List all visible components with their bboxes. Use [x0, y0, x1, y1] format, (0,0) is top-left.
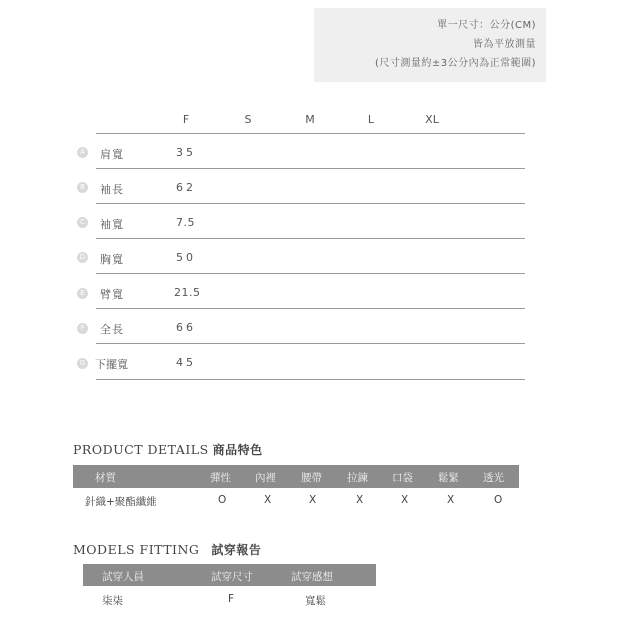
row-divider: [96, 238, 525, 239]
row-value: 7.5: [176, 216, 195, 229]
row-label: 胸寬: [100, 253, 124, 266]
row-label: 袖長: [100, 183, 124, 196]
details-value-cell: X: [309, 494, 317, 506]
details-header-cell: 透光: [483, 472, 504, 484]
row-value: 50: [176, 251, 196, 264]
row-badge-icon: A: [77, 147, 88, 158]
details-header-cell: 彈性: [210, 472, 231, 484]
row-badge-icon: B: [77, 182, 88, 193]
details-value-cell: 針織+聚酯纖維: [85, 496, 157, 508]
details-value-cell: X: [401, 494, 409, 506]
row-badge-icon: C: [77, 217, 88, 228]
row-value: 35: [176, 146, 196, 159]
details-value-cell: X: [264, 494, 272, 506]
size-header-xl: XL: [425, 113, 439, 126]
row-value: 62: [176, 181, 196, 194]
unit-note-line: (尺寸測量約±3公分內為正常範圍): [374, 58, 536, 69]
row-divider: [96, 379, 525, 380]
row-divider: [96, 308, 525, 309]
fitting-value-cell: 寬鬆: [305, 595, 326, 607]
size-header-m: M: [305, 113, 315, 126]
details-header-cell: 內裡: [255, 472, 276, 484]
unit-note-line: 皆為平放測量: [473, 39, 536, 50]
details-value-cell: O: [494, 494, 503, 506]
details-header-cell: 拉鍊: [347, 472, 368, 484]
row-label: 肩寬: [100, 148, 124, 161]
row-label: 下擺寬: [95, 358, 128, 371]
row-badge-icon: D: [77, 252, 88, 263]
details-header-cell: 鬆緊: [438, 472, 459, 484]
details-value-cell: X: [447, 494, 455, 506]
product-details-title: [73, 441, 263, 458]
section-title-zh: 商品特色: [212, 443, 263, 457]
size-header-f: F: [182, 113, 190, 126]
row-badge-icon: F: [77, 323, 88, 334]
row-value: 45: [176, 356, 196, 369]
row-divider: [96, 133, 525, 134]
fitting-value-cell: 柒柒: [102, 595, 123, 607]
row-badge-icon: G: [77, 358, 88, 369]
unit-note-box: [314, 8, 546, 82]
fitting-header-cell: 試穿尺寸: [211, 571, 253, 583]
details-value-cell: O: [218, 494, 227, 506]
details-header-cell: 腰帶: [301, 472, 322, 484]
row-badge-icon: E: [77, 288, 88, 299]
size-header-l: L: [367, 113, 375, 126]
details-header-cell: 口袋: [392, 472, 413, 484]
section-title-zh: 試穿報告: [211, 543, 262, 557]
models-fitting-header: [83, 564, 376, 586]
row-value: 21.5: [174, 286, 201, 299]
row-divider: [96, 273, 525, 274]
fitting-header-cell: 試穿感想: [291, 571, 333, 583]
unit-note-line: 單一尺寸：公分(CM): [437, 20, 536, 31]
row-divider: [96, 168, 525, 169]
row-label: 臂寬: [100, 288, 124, 301]
section-title-en: PRODUCT DETAILS: [73, 442, 209, 457]
details-header-cell: 材質: [95, 472, 116, 484]
details-value-cell: X: [356, 494, 364, 506]
fitting-value-cell: F: [228, 593, 235, 605]
row-label: 全長: [100, 323, 124, 336]
section-title-en: MODELS FITTING: [73, 542, 200, 557]
row-label: 袖寬: [100, 218, 124, 231]
size-header-s: S: [244, 113, 252, 126]
row-divider: [96, 203, 525, 204]
product-details-header: [73, 465, 519, 488]
row-value: 66: [176, 321, 196, 334]
row-divider: [96, 343, 525, 344]
fitting-header-cell: 試穿人員: [102, 571, 144, 583]
models-fitting-title: [73, 541, 261, 558]
